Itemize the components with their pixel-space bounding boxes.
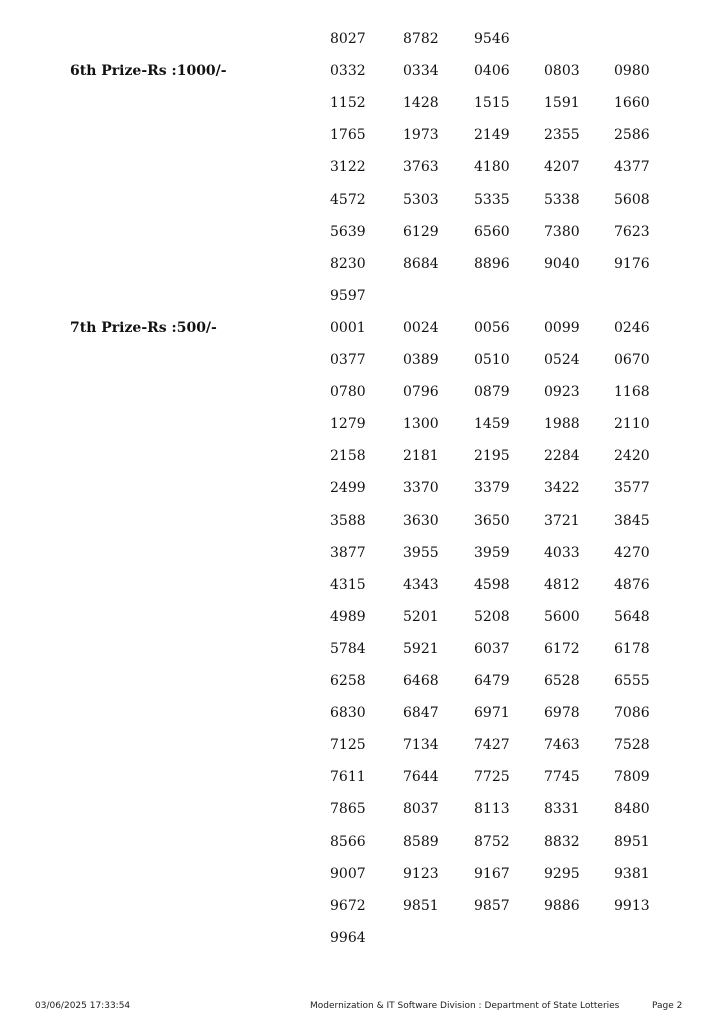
winning-number: 5201 — [403, 609, 439, 625]
result-row — [0, 576, 724, 608]
result-row — [0, 351, 724, 383]
result-row — [0, 736, 724, 768]
winning-number: 7528 — [614, 737, 650, 753]
winning-number: 6528 — [544, 673, 580, 689]
footer-timestamp: 03/06/2025 17:33:54 — [35, 1001, 131, 1011]
winning-number: 2499 — [330, 480, 366, 496]
winning-number: 9964 — [330, 930, 366, 946]
winning-number: 3845 — [614, 513, 650, 529]
winning-number: 8782 — [403, 31, 439, 47]
winning-number: 0780 — [330, 384, 366, 400]
winning-number: 7427 — [474, 737, 510, 753]
winning-number: 2355 — [544, 127, 580, 143]
result-row — [0, 865, 724, 897]
winning-number: 9007 — [330, 866, 366, 882]
winning-number: 9295 — [544, 866, 580, 882]
winning-number: 4180 — [474, 159, 510, 175]
winning-number: 9167 — [474, 866, 510, 882]
winning-number: 4598 — [474, 577, 510, 593]
winning-number: 0923 — [544, 384, 580, 400]
result-row — [0, 768, 724, 800]
winning-number: 8480 — [614, 801, 650, 817]
winning-number: 8113 — [474, 801, 510, 817]
winning-number: 3422 — [544, 480, 580, 496]
winning-number: 7463 — [544, 737, 580, 753]
result-row — [0, 897, 724, 929]
result-row — [0, 672, 724, 704]
winning-number: 1168 — [614, 384, 650, 400]
result-row — [0, 223, 724, 255]
winning-number: 3959 — [474, 545, 510, 561]
prize-category-label: 6th Prize-Rs :1000/- — [70, 63, 227, 79]
winning-number: 5921 — [403, 641, 439, 657]
winning-number: 6479 — [474, 673, 510, 689]
winning-number: 1515 — [474, 95, 510, 111]
winning-number: 4207 — [544, 159, 580, 175]
result-row — [0, 255, 724, 287]
winning-number: 5648 — [614, 609, 650, 625]
winning-number: 3379 — [474, 480, 510, 496]
result-row — [0, 287, 724, 319]
result-row — [0, 833, 724, 865]
winning-number: 8589 — [403, 834, 439, 850]
result-row — [0, 800, 724, 832]
winning-number: 3721 — [544, 513, 580, 529]
winning-number: 0024 — [403, 320, 439, 336]
winning-number: 0803 — [544, 63, 580, 79]
winning-number: 1152 — [330, 95, 366, 111]
winning-number: 3650 — [474, 513, 510, 529]
winning-number: 6037 — [474, 641, 510, 657]
winning-number: 8951 — [614, 834, 650, 850]
winning-number: 5338 — [544, 192, 580, 208]
winning-number: 9546 — [474, 31, 510, 47]
winning-number: 7134 — [403, 737, 439, 753]
result-row — [0, 158, 724, 190]
winning-number: 1988 — [544, 416, 580, 432]
winning-number: 3122 — [330, 159, 366, 175]
winning-number: 7611 — [330, 769, 366, 785]
winning-number: 5784 — [330, 641, 366, 657]
winning-number: 4343 — [403, 577, 439, 593]
winning-number: 0524 — [544, 352, 580, 368]
result-row — [0, 608, 724, 640]
result-row — [0, 479, 724, 511]
winning-number: 2181 — [403, 448, 439, 464]
winning-number: 1973 — [403, 127, 439, 143]
result-row — [0, 512, 724, 544]
winning-number: 0056 — [474, 320, 510, 336]
winning-number: 3763 — [403, 159, 439, 175]
winning-number: 9040 — [544, 256, 580, 272]
winning-number: 2195 — [474, 448, 510, 464]
winning-number: 3370 — [403, 480, 439, 496]
winning-number: 7086 — [614, 705, 650, 721]
winning-number: 4812 — [544, 577, 580, 593]
winning-number: 4033 — [544, 545, 580, 561]
winning-number: 4315 — [330, 577, 366, 593]
winning-number: 7725 — [474, 769, 510, 785]
winning-number: 1765 — [330, 127, 366, 143]
winning-number: 1459 — [474, 416, 510, 432]
winning-number: 7809 — [614, 769, 650, 785]
winning-number: 7125 — [330, 737, 366, 753]
result-row — [0, 929, 724, 961]
winning-number: 8832 — [544, 834, 580, 850]
winning-number: 1279 — [330, 416, 366, 432]
result-row — [0, 383, 724, 415]
winning-number: 0879 — [474, 384, 510, 400]
result-row — [0, 640, 724, 672]
winning-number: 6847 — [403, 705, 439, 721]
winning-number: 0099 — [544, 320, 580, 336]
winning-number: 6172 — [544, 641, 580, 657]
result-row — [0, 544, 724, 576]
result-row — [0, 415, 724, 447]
winning-number: 6468 — [403, 673, 439, 689]
winning-number: 5208 — [474, 609, 510, 625]
result-row — [0, 191, 724, 223]
winning-number: 9851 — [403, 898, 439, 914]
footer-division: Modernization & IT Software Division : Department of State Lotteries — [310, 1001, 620, 1011]
winning-number: 8230 — [330, 256, 366, 272]
winning-number: 9913 — [614, 898, 650, 914]
winning-number: 6978 — [544, 705, 580, 721]
winning-number: 8037 — [403, 801, 439, 817]
winning-number: 2586 — [614, 127, 650, 143]
winning-number: 0246 — [614, 320, 650, 336]
winning-number: 5303 — [403, 192, 439, 208]
winning-number: 8896 — [474, 256, 510, 272]
winning-number: 0389 — [403, 352, 439, 368]
winning-number: 8331 — [544, 801, 580, 817]
winning-number: 5335 — [474, 192, 510, 208]
winning-number: 7644 — [403, 769, 439, 785]
winning-number: 8027 — [330, 31, 366, 47]
winning-number: 4377 — [614, 159, 650, 175]
winning-number: 2158 — [330, 448, 366, 464]
winning-number: 9381 — [614, 866, 650, 882]
winning-number: 0377 — [330, 352, 366, 368]
winning-number: 2110 — [614, 416, 650, 432]
winning-number: 3877 — [330, 545, 366, 561]
winning-number: 6129 — [403, 224, 439, 240]
winning-number: 4989 — [330, 609, 366, 625]
winning-number: 4876 — [614, 577, 650, 593]
winning-number: 0334 — [403, 63, 439, 79]
winning-number: 1660 — [614, 95, 650, 111]
winning-number: 0670 — [614, 352, 650, 368]
winning-number: 3588 — [330, 513, 366, 529]
winning-number: 3630 — [403, 513, 439, 529]
winning-number: 1428 — [403, 95, 439, 111]
winning-number: 7380 — [544, 224, 580, 240]
winning-number: 5639 — [330, 224, 366, 240]
winning-number: 5600 — [544, 609, 580, 625]
winning-number: 0332 — [330, 63, 366, 79]
winning-number: 6555 — [614, 673, 650, 689]
winning-number: 8684 — [403, 256, 439, 272]
prize-category-label: 7th Prize-Rs :500/- — [70, 320, 217, 336]
winning-number: 4572 — [330, 192, 366, 208]
footer-page-number: Page 2 — [652, 1001, 683, 1011]
winning-number: 6178 — [614, 641, 650, 657]
winning-number: 9123 — [403, 866, 439, 882]
winning-number: 6560 — [474, 224, 510, 240]
winning-number: 0001 — [330, 320, 366, 336]
winning-number: 9176 — [614, 256, 650, 272]
result-row — [0, 319, 724, 351]
winning-number: 2284 — [544, 448, 580, 464]
winning-number: 6830 — [330, 705, 366, 721]
winning-number: 7865 — [330, 801, 366, 817]
winning-number: 8752 — [474, 834, 510, 850]
winning-number: 7623 — [614, 224, 650, 240]
result-row — [0, 30, 724, 62]
winning-number: 6971 — [474, 705, 510, 721]
winning-number: 6258 — [330, 673, 366, 689]
result-row — [0, 62, 724, 94]
winning-number: 1300 — [403, 416, 439, 432]
winning-number: 2420 — [614, 448, 650, 464]
winning-number: 9597 — [330, 288, 366, 304]
result-row — [0, 94, 724, 126]
winning-number: 9857 — [474, 898, 510, 914]
winning-number: 1591 — [544, 95, 580, 111]
winning-number: 0510 — [474, 352, 510, 368]
result-row — [0, 447, 724, 479]
winning-number: 7745 — [544, 769, 580, 785]
winning-number: 8566 — [330, 834, 366, 850]
winning-number: 2149 — [474, 127, 510, 143]
winning-number: 0796 — [403, 384, 439, 400]
winning-number: 5608 — [614, 192, 650, 208]
result-row — [0, 704, 724, 736]
winning-number: 3955 — [403, 545, 439, 561]
result-row — [0, 126, 724, 158]
winning-number: 9886 — [544, 898, 580, 914]
winning-number: 9672 — [330, 898, 366, 914]
winning-number: 3577 — [614, 480, 650, 496]
winning-number: 4270 — [614, 545, 650, 561]
winning-number: 0406 — [474, 63, 510, 79]
winning-number: 0980 — [614, 63, 650, 79]
